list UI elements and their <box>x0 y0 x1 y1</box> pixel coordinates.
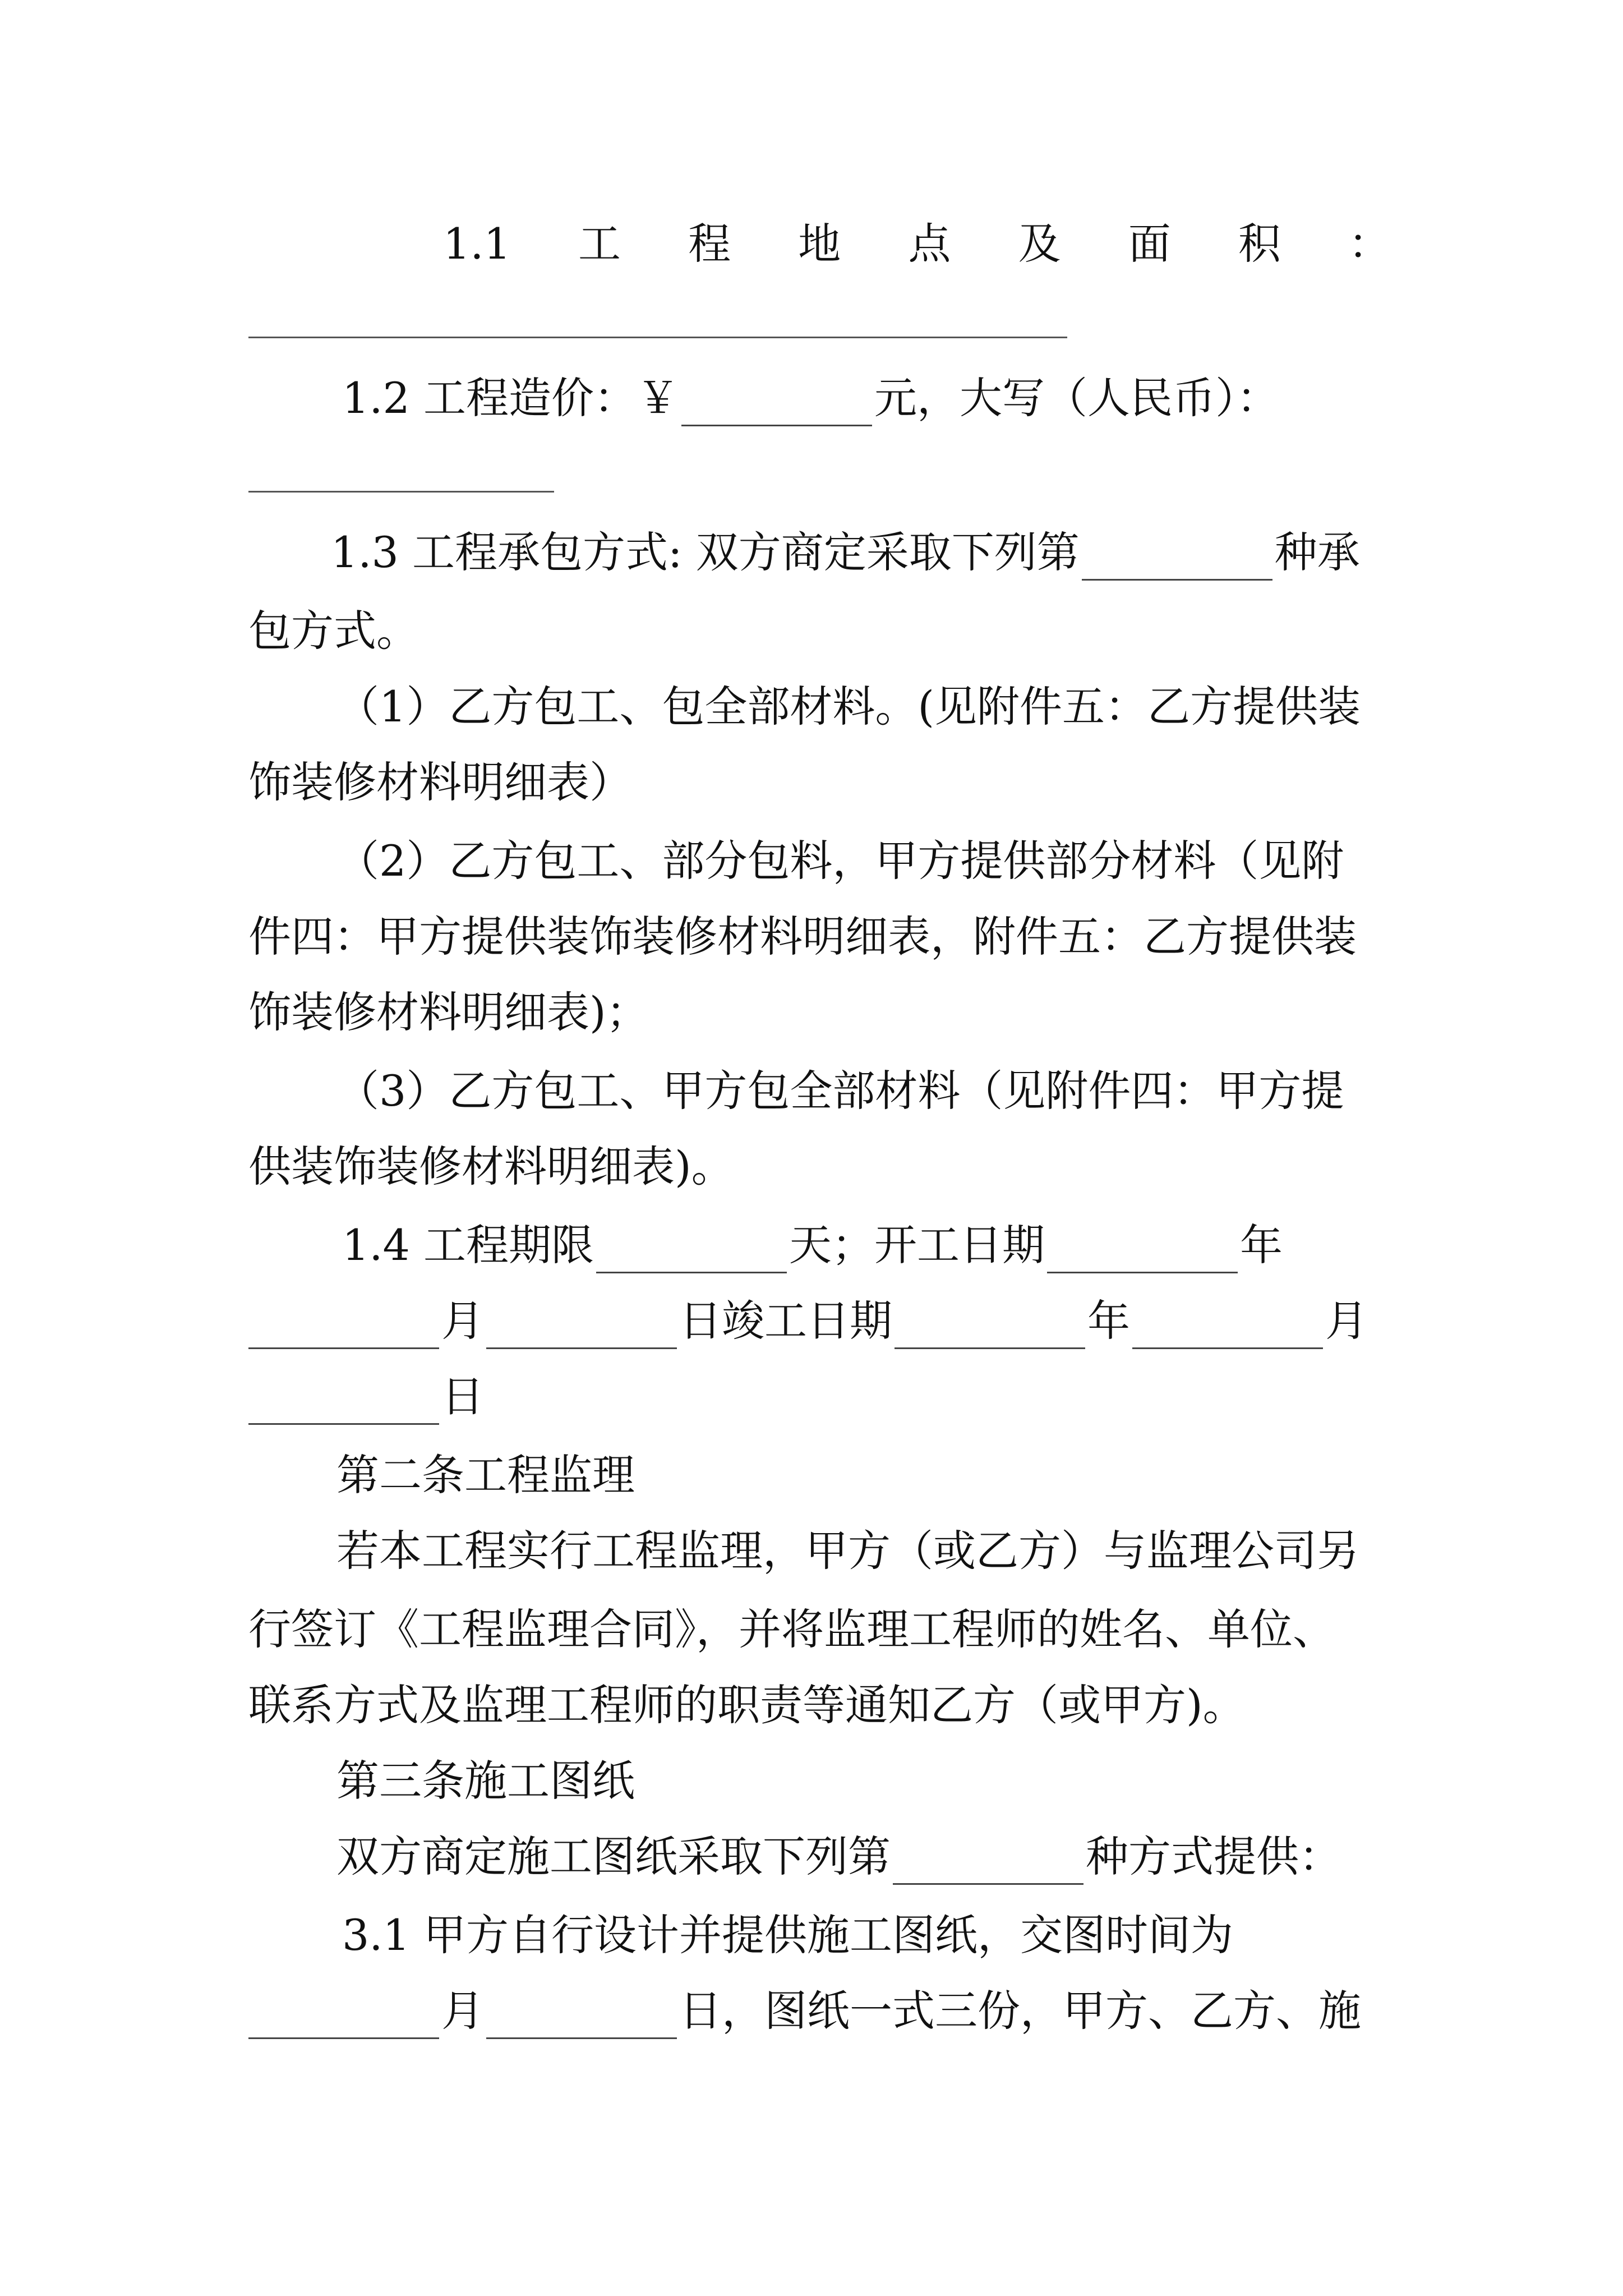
item-1-3-prefix: 1.3 工程承包方式: 双方商定采取下列第 <box>331 527 1080 577</box>
item-1-2-prefix: 1.2 工程造价：￥ <box>342 373 680 423</box>
item-1-2-suffix: 元，大写（人民币）： <box>874 373 1280 423</box>
duration-days-blank[interactable] <box>596 1232 787 1273</box>
item-1-4-prefix: 1.4 工程期限 <box>342 1220 594 1270</box>
article-2-para-line-3: 联系方式及监理工程师的职责等通知乙方（或甲方)。 <box>248 1680 1246 1730</box>
drawing-day-label: 日，图纸一式三份，甲方、乙方、施 <box>679 1986 1361 2036</box>
contract-mode-blank[interactable] <box>1082 540 1272 581</box>
item-1-1-char: 地 <box>798 219 841 269</box>
item-3-1-line-a: 3.1 甲方自行设计并提供施工图纸，交图时间为 <box>342 1910 1234 1960</box>
drawing-mode-blank[interactable] <box>893 1844 1083 1885</box>
item-1-1-line <box>443 216 1391 272</box>
article-2-para-line-1: 若本工程实行工程监理，甲方（或乙方）与监理公司另 <box>336 1526 1359 1576</box>
item-1-4-suffix: 年 <box>1240 1220 1283 1270</box>
start-year-blank[interactable] <box>1047 1232 1238 1273</box>
item-3-1-line-b <box>248 1983 1390 2039</box>
option-2-line-a: （2）乙方包工、部分包料，甲方提供部分材料（见附 <box>336 836 1344 886</box>
item-1-1-char: 积 <box>1238 219 1281 269</box>
day-label: 日 <box>441 1372 484 1421</box>
blank-rule-1-1 <box>248 337 1067 338</box>
item-1-3-suffix: 种承 <box>1274 527 1360 577</box>
option-2-line-c: 饰装修材料明细表)； <box>248 987 649 1037</box>
year-label: 年 <box>1087 1296 1130 1346</box>
article-3-prefix: 双方商定施工图纸采取下列第 <box>336 1832 891 1881</box>
start-day-blank[interactable] <box>486 1308 677 1349</box>
item-1-2-line <box>342 370 1391 426</box>
option-1-line-a: （1）乙方包工、包全部材料。(见附件五：乙方提供装 <box>336 682 1361 731</box>
item-1-1-char: 面 <box>1128 219 1171 269</box>
article-3-para-line-1 <box>336 1829 1391 1885</box>
item-1-4-line-a <box>342 1217 1391 1273</box>
blank-rule-1-2 <box>248 491 554 493</box>
completion-label: 日竣工日期 <box>679 1296 892 1346</box>
end-year-blank[interactable] <box>895 1308 1085 1349</box>
option-2-line-b: 件四：甲方提供装饰装修材料明细表，附件五：乙方提供装 <box>248 912 1357 961</box>
month-label-2: 月 <box>1325 1296 1368 1346</box>
article-2-title: 第二条工程监理 <box>336 1450 635 1500</box>
article-3-title: 第三条施工图纸 <box>336 1756 635 1806</box>
item-1-1-char: ： <box>1348 219 1391 269</box>
item-1-4-line-b <box>248 1293 1390 1349</box>
end-month-blank[interactable] <box>1132 1308 1323 1349</box>
option-1-line-b: 饰装修材料明细表） <box>248 757 632 807</box>
item-1-1-char: 点 <box>908 219 951 269</box>
price-blank[interactable] <box>681 385 872 426</box>
article-3-suffix: 种方式提供： <box>1086 1832 1341 1881</box>
item-1-4-mid: 天；开工日期 <box>789 1220 1045 1270</box>
option-3-line-a: （3）乙方包工、甲方包全部材料（见附件四：甲方提 <box>336 1066 1344 1116</box>
option-3-line-b: 供装饰装修材料明细表)。 <box>248 1142 734 1191</box>
item-1-1-char: 工 <box>578 219 621 269</box>
month-label: 月 <box>441 1296 484 1346</box>
end-day-blank[interactable] <box>248 1384 439 1425</box>
item-1-1-char: 程 <box>688 219 731 269</box>
article-2-para-line-2: 行签订《工程监理合同》，并将监理工程师的姓名、单位、 <box>248 1604 1335 1654</box>
start-month-blank[interactable] <box>248 1308 439 1349</box>
drawing-month-label: 月 <box>441 1986 484 2036</box>
item-1-3-cont: 包方式。 <box>248 606 419 656</box>
item-1-1-char: 1.1 <box>443 219 511 269</box>
drawing-day-blank[interactable] <box>486 1998 677 2039</box>
drawing-month-blank[interactable] <box>248 1998 439 2039</box>
item-1-1-char: 及 <box>1018 219 1061 269</box>
item-1-3-line <box>331 524 1391 581</box>
item-1-4-line-c <box>248 1369 1390 1425</box>
